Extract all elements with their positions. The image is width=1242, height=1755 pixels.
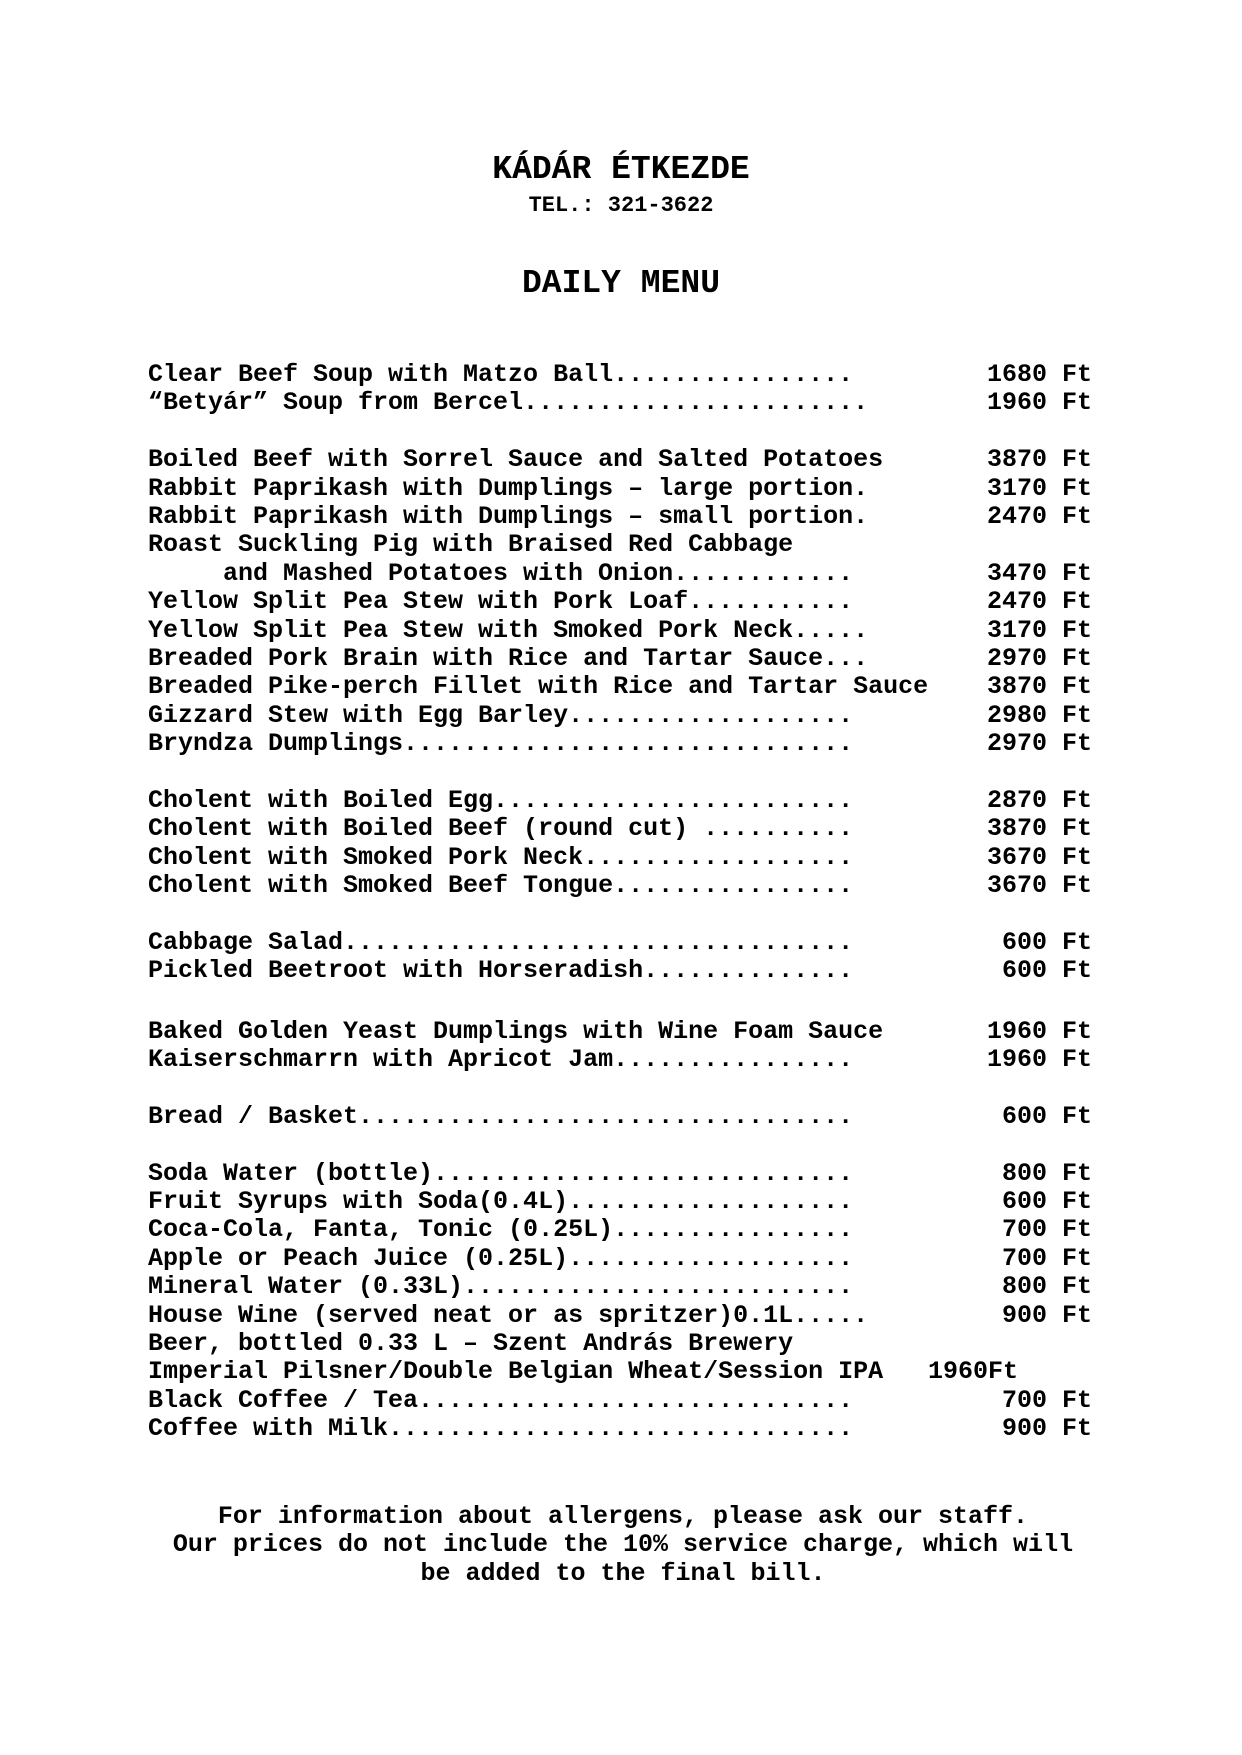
service-charge-note-cont: be added to the final bill. (420, 1558, 826, 1588)
menu-item (148, 872, 1098, 900)
menu-item-name: Bread / Basket................................. (148, 1101, 854, 1131)
menu-item-price: 800 Ft (1001, 1272, 1092, 1302)
menu-item (148, 1415, 1098, 1443)
menu-item-name: Mineral Water (0.33L).......................... (148, 1272, 854, 1302)
menu-item-price: 1960 Ft (986, 1044, 1092, 1074)
menu-item-name: Breaded Pork Brain with Rice and Tartar Sauce... (148, 643, 869, 673)
menu-item-price: 3870 Ft (986, 814, 1092, 844)
menu-item-price: 1680 Ft (986, 360, 1092, 389)
menu-item (148, 844, 1098, 872)
menu-item (148, 1245, 1098, 1273)
menu-item-price: 2870 Ft (986, 785, 1092, 815)
menu-item-name: Beer, bottled 0.33 L – Szent András Brewery (148, 1328, 794, 1358)
allergen-note: For information about allergens, please ask our staff. (217, 1502, 1029, 1531)
menu-item-name: Baked Golden Yeast Dumplings with Wine Foam Sauce (148, 1016, 884, 1046)
menu-item (148, 1387, 1098, 1415)
menu-item (148, 531, 1098, 559)
menu-item-price: 700 Ft (1001, 1243, 1092, 1273)
menu-item-name: Roast Suckling Pig with Braised Red Cabbage (148, 530, 794, 560)
menu-item-price: 3670 Ft (986, 842, 1092, 872)
menu-item-price: 2980 Ft (986, 700, 1092, 730)
menu-item (148, 361, 1098, 389)
telephone-number: TEL.: 321-3622 (528, 193, 714, 218)
menu-item-price: 900 Ft (1001, 1414, 1092, 1444)
menu-item-price: 600 Ft (1001, 956, 1092, 986)
menu-item (148, 673, 1098, 701)
menu-item-price: 1960Ft (927, 1357, 1018, 1387)
menu-item-price: 1960 Ft (986, 388, 1092, 418)
menu-item-name: Soda Water (bottle)............................ (148, 1158, 854, 1188)
menu-item-price: 3470 Ft (986, 558, 1092, 588)
menu-item (148, 1273, 1098, 1301)
menu-list (148, 361, 1098, 1443)
menu-item-name: House Wine (served neat or as spritzer)0.1L..... (148, 1300, 869, 1330)
menu-item (148, 730, 1098, 758)
menu-item-name: Pickled Beetroot with Horseradish.............. (148, 956, 854, 986)
menu-item-name: Imperial Pilsner/Double Belgian Wheat/Session IPA (148, 1357, 884, 1387)
menu-item-name: Gizzard Stew with Egg Barley................... (148, 700, 854, 730)
menu-item-price: 600 Ft (1001, 1186, 1092, 1216)
menu-item (148, 503, 1098, 531)
menu-item-name: Cholent with Boiled Beef (round cut) .......... (148, 814, 854, 844)
menu-item-name: Bryndza Dumplings.............................. (148, 729, 854, 759)
menu-item (148, 1018, 1098, 1046)
menu-item-price: 2970 Ft (986, 643, 1092, 673)
menu-item (148, 475, 1098, 503)
menu-item (148, 1216, 1098, 1244)
restaurant-name: KÁDÁR ÉTKEZDE (492, 151, 750, 188)
menu-item-name: Boiled Beef with Sorrel Sauce and Salted Potatoes (148, 445, 884, 475)
menu-item-price: 3870 Ft (986, 672, 1092, 702)
menu-item-price: 2470 Ft (986, 587, 1092, 617)
menu-item (148, 702, 1098, 730)
menu-item (148, 1046, 1098, 1074)
menu-item (148, 1188, 1098, 1216)
menu-item (148, 1160, 1098, 1188)
section-bread (148, 1103, 1098, 1131)
section-desserts (148, 1018, 1098, 1075)
menu-item-name: “Betyár” Soup from Bercel....................... (148, 388, 869, 418)
menu-item (148, 645, 1098, 673)
menu-item-name: Cholent with Smoked Beef Tongue................ (148, 871, 854, 901)
menu-item (148, 1358, 1098, 1386)
section-drinks (148, 1160, 1098, 1444)
footer-note (148, 1503, 1098, 1588)
menu-item-price: 900 Ft (1001, 1300, 1092, 1330)
menu-item-name: Apple or Peach Juice (0.25L)................... (148, 1243, 854, 1273)
menu-item (148, 1330, 1098, 1358)
menu-item (148, 560, 1098, 588)
menu-item (148, 787, 1098, 815)
menu-item-name: Fruit Syrups with Soda(0.4L)................... (148, 1186, 854, 1216)
menu-item-name: Rabbit Paprikash with Dumplings – large portion. (148, 473, 869, 503)
menu-item-name: and Mashed Potatoes with Onion............ (223, 558, 854, 588)
menu-item-price: 600 Ft (1001, 1101, 1092, 1131)
menu-item-price: 3170 Ft (986, 615, 1092, 645)
menu-item-name: Breaded Pike-perch Fillet with Rice and Tartar Sauce (148, 672, 929, 702)
menu-item-price: 3170 Ft (986, 473, 1092, 503)
section-salads (148, 929, 1098, 986)
menu-item-price: 2470 Ft (986, 501, 1092, 531)
section-mains (148, 446, 1098, 758)
menu-item-name: Coca-Cola, Fanta, Tonic (0.25L)................ (148, 1215, 854, 1245)
menu-item-name: Yellow Split Pea Stew with Smoked Pork Neck..... (148, 615, 869, 645)
menu-item-name: Kaiserschmarrn with Apricot Jam................ (148, 1044, 854, 1074)
menu-item-name: Coffee with Milk............................... (148, 1414, 854, 1444)
menu-item (148, 815, 1098, 843)
menu-item-price: 1960 Ft (986, 1016, 1092, 1046)
menu-item-name: Black Coffee / Tea............................. (148, 1385, 854, 1415)
menu-item-name: Cholent with Boiled Egg........................ (148, 785, 854, 815)
section-soups (148, 361, 1098, 418)
menu-item (148, 1103, 1098, 1131)
menu-item (148, 617, 1098, 645)
menu-item-name: Yellow Split Pea Stew with Pork Loaf........... (148, 587, 854, 617)
menu-item (148, 957, 1098, 985)
menu-item-name: Rabbit Paprikash with Dumplings – small portion. (148, 501, 869, 531)
menu-item-price: 3870 Ft (986, 445, 1092, 475)
menu-item (148, 588, 1098, 616)
menu-item-price: 700 Ft (1001, 1215, 1092, 1245)
menu-item-name: Cabbage Salad.................................. (148, 927, 854, 957)
menu-item-price: 600 Ft (1001, 927, 1092, 957)
menu-item-price: 3670 Ft (986, 871, 1092, 901)
menu-item (148, 446, 1098, 474)
menu-item (148, 1302, 1098, 1330)
menu-item-name: Cholent with Smoked Pork Neck.................. (148, 842, 854, 872)
menu-item-price: 700 Ft (1001, 1385, 1092, 1415)
menu-item-price: 2970 Ft (986, 729, 1092, 759)
service-charge-note: Our prices do not include the 10% service charge, which will (172, 1530, 1074, 1560)
section-cholent (148, 787, 1098, 901)
menu-item-price: 800 Ft (1001, 1158, 1092, 1188)
menu-title: DAILY MENU (521, 265, 721, 302)
menu-item (148, 389, 1098, 417)
menu-item (148, 929, 1098, 957)
menu-item-name: Clear Beef Soup with Matzo Ball................ (148, 360, 854, 389)
